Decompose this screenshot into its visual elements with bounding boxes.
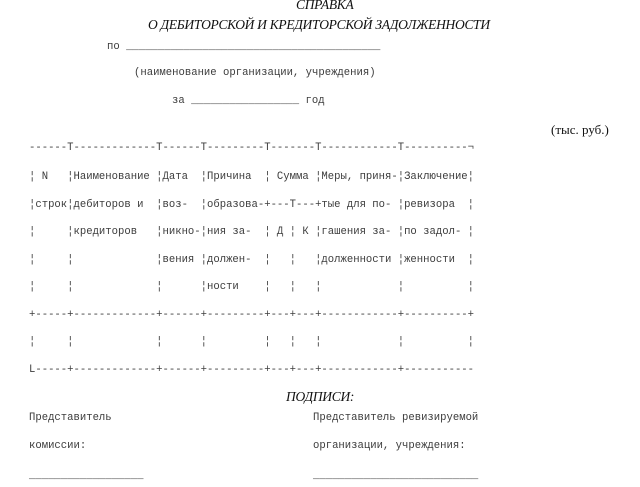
- signature-commission-label: комиссии:: [29, 440, 87, 452]
- table-row: ¦ ¦ ¦ ¦ ¦ ¦ ¦ ¦ ¦: [29, 336, 475, 348]
- document-title: СПРАВКА: [296, 0, 354, 12]
- organization-caption: (наименование организации, учреждения): [134, 67, 376, 79]
- signature-organization-label: организации, учреждения:: [313, 440, 466, 452]
- document-subtitle: О ДЕБИТОРСКОЙ И КРЕДИТОРСКОЙ ЗАДОЛЖЕННОСТИ: [148, 17, 490, 32]
- table-top-border: ------T-------------T------T---------T-------T------------T----------¬: [29, 142, 475, 154]
- signature-commission-blank: __________________: [29, 470, 144, 482]
- table-header-row: ¦ ¦ ¦ ¦ности ¦ ¦ ¦ ¦ ¦: [29, 281, 475, 293]
- signature-organization-label: Представитель ревизируемой: [313, 412, 479, 424]
- table-bottom-border: L-----+-------------+------+---------+---+---+------------+-----------: [29, 364, 475, 376]
- table-header-row: ¦ ¦ ¦вения ¦должен- ¦ ¦ ¦долженности ¦женности ¦: [29, 254, 475, 266]
- units-label: (тыс. руб.): [551, 122, 609, 137]
- signature-commission-label: Представитель: [29, 412, 112, 424]
- table-header-row: ¦строк¦дебиторов и ¦воз- ¦образова-+---T---+тые для по- ¦ревизора ¦: [29, 199, 475, 211]
- table-header-row: ¦ N ¦Наименование ¦Дата ¦Причина ¦ Сумма ¦Меры, приня-¦Заключение¦: [29, 171, 475, 183]
- organization-line: по ________________________________________: [107, 41, 381, 53]
- table-header-row: ¦ ¦кредиторов ¦никно-¦ния за- ¦ Д ¦ К ¦гашения за- ¦по задол- ¦: [29, 226, 475, 238]
- signatures-heading: ПОДПИСИ:: [286, 389, 355, 404]
- year-line: за _________________ год: [172, 95, 325, 107]
- signature-organization-blank: __________________________: [313, 470, 479, 482]
- table-separator: +-----+-------------+------+---------+---+---+------------+----------+: [29, 309, 475, 321]
